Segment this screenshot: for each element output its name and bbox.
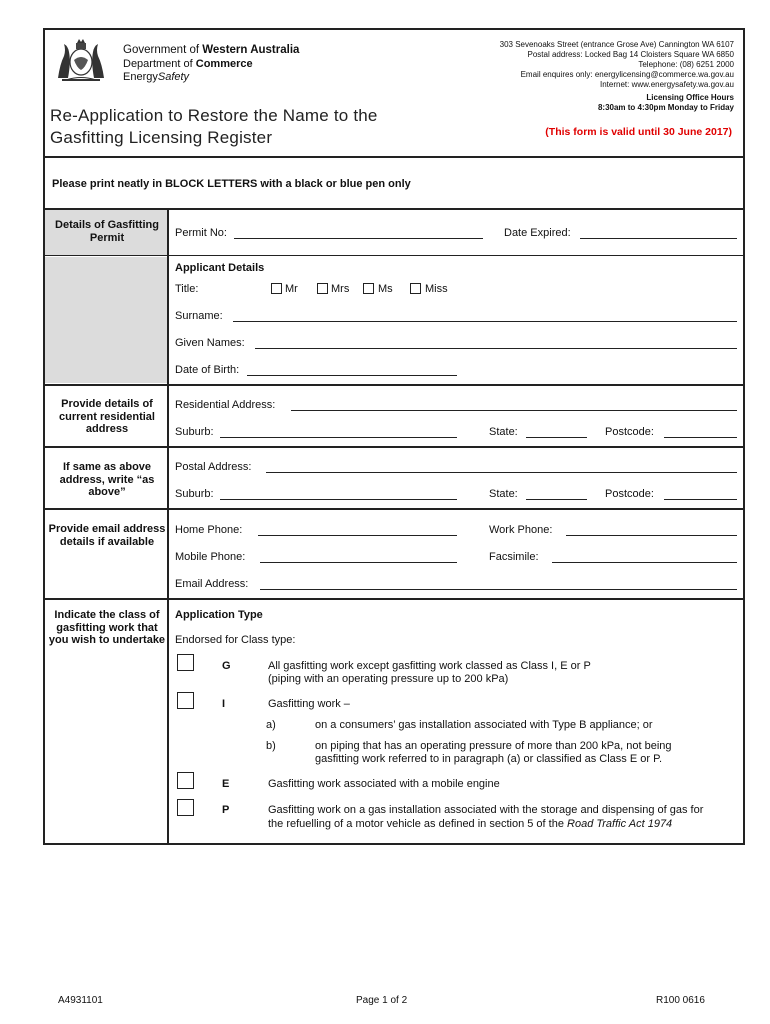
residential-address-label: Residential Address: bbox=[175, 399, 276, 411]
class-i-sub-b-text: on piping that has an operating pressure of more than 200 kPa, not being bbox=[315, 740, 672, 752]
residential-state-label: State: bbox=[489, 426, 518, 438]
given-names-label: Given Names: bbox=[175, 337, 245, 349]
class-g-description-note: (piping with an operating pressure up to 200 kPa) bbox=[268, 673, 509, 685]
residential-suburb-field[interactable] bbox=[220, 437, 457, 438]
government-name: Government of Western Australia bbox=[123, 44, 300, 56]
postal-address-field[interactable] bbox=[266, 472, 737, 473]
title-mrs-label: Mrs bbox=[331, 283, 350, 295]
date-expired-label: Date Expired: bbox=[504, 227, 571, 239]
instruction-text: Please print neatly in BLOCK LETTERS with a black or blue pen only bbox=[52, 178, 411, 190]
header-divider bbox=[43, 156, 745, 158]
residential-suburb-label: Suburb: bbox=[175, 426, 214, 438]
permit-divider bbox=[43, 255, 745, 256]
permit-no-label: Permit No: bbox=[175, 227, 227, 239]
department-name: Department of Commerce bbox=[123, 58, 253, 70]
contact-divider bbox=[43, 598, 745, 600]
postal-state-label: State: bbox=[489, 488, 518, 500]
wa-crest-logo bbox=[52, 34, 110, 84]
dob-field[interactable] bbox=[247, 375, 457, 376]
class-g-checkbox[interactable] bbox=[177, 654, 194, 671]
document-code: A4931101 bbox=[58, 995, 103, 1006]
postal-section-label: If same as above address, write “as above” bbox=[59, 461, 155, 498]
residential-section-label: Provide details of current residential address bbox=[59, 398, 155, 435]
postal-address: Postal address: Locked Bag 14 Cloisters Square WA 6850 bbox=[527, 50, 734, 59]
class-i-sub-a-marker: a) bbox=[266, 719, 276, 731]
residential-postcode-field[interactable] bbox=[664, 437, 737, 438]
form-title-line1: Re-Application to Restore the Name to the bbox=[50, 106, 378, 125]
class-i-checkbox[interactable] bbox=[177, 692, 194, 709]
office-hours-title: Licensing Office Hours bbox=[646, 93, 734, 102]
office-telephone: Telephone: (08) 6251 2000 bbox=[638, 60, 734, 69]
facsimile-label: Facsimile: bbox=[489, 551, 539, 563]
residential-address-field[interactable] bbox=[291, 410, 737, 411]
postal-divider bbox=[43, 508, 745, 510]
applicant-heading: Applicant Details bbox=[175, 262, 265, 274]
surname-label: Surname: bbox=[175, 310, 223, 322]
application-section-label: Indicate the class of gasfitting work that you wish to undertake bbox=[48, 609, 166, 646]
form-title-line2: Gasfitting Licensing Register bbox=[50, 128, 273, 147]
class-e-checkbox[interactable] bbox=[177, 772, 194, 789]
email-field[interactable] bbox=[260, 589, 737, 590]
class-g-description: All gasfitting work except gasfitting work classed as Class I, E or P bbox=[268, 660, 591, 672]
class-i-sub-b-text-cont: gasfitting work referred to in paragraph (a) or classified as Class E or P. bbox=[315, 753, 663, 765]
surname-field[interactable] bbox=[233, 321, 737, 322]
class-p-description-cont: the refuelling of a motor vehicle as defined in section 5 of the Road Traffic Act 1974 bbox=[268, 818, 673, 830]
office-email: Email enquires only: energylicensing@commerce.wa.gov.au bbox=[520, 70, 734, 79]
postal-suburb-field[interactable] bbox=[220, 499, 457, 500]
residential-postcode-label: Postcode: bbox=[605, 426, 654, 438]
mobile-phone-label: Mobile Phone: bbox=[175, 551, 246, 563]
residential-divider bbox=[43, 446, 745, 448]
date-expired-field[interactable] bbox=[580, 238, 737, 239]
contact-section-label: Provide email address details if available bbox=[48, 523, 166, 548]
revision-code: R100 0616 bbox=[656, 995, 705, 1006]
title-ms-checkbox[interactable] bbox=[363, 283, 374, 294]
office-hours: 8:30am to 4:30pm Monday to Friday bbox=[597, 103, 734, 112]
title-mr-label: Mr bbox=[285, 283, 298, 295]
class-e-code: E bbox=[222, 778, 230, 790]
class-p-code: P bbox=[222, 804, 230, 816]
permit-no-field[interactable] bbox=[234, 238, 483, 239]
class-i-code: I bbox=[222, 698, 226, 710]
dob-label: Date of Birth: bbox=[175, 364, 240, 376]
applicant-label-cell bbox=[45, 257, 168, 383]
class-i-description: Gasfitting work – bbox=[268, 698, 350, 710]
title-ms-label: Ms bbox=[378, 283, 393, 295]
page-number: Page 1 of 2 bbox=[356, 995, 408, 1006]
work-phone-label: Work Phone: bbox=[489, 524, 553, 536]
postal-postcode-label: Postcode: bbox=[605, 488, 654, 500]
permit-section-label: Details of Gasfitting Permit bbox=[55, 219, 159, 244]
work-phone-field[interactable] bbox=[566, 535, 737, 536]
postal-postcode-field[interactable] bbox=[664, 499, 737, 500]
application-type-heading: Application Type bbox=[175, 609, 263, 621]
title-miss-label: Miss bbox=[425, 283, 448, 295]
home-phone-label: Home Phone: bbox=[175, 524, 243, 536]
class-g-code: G bbox=[222, 660, 231, 672]
class-i-sub-b-marker: b) bbox=[266, 740, 276, 752]
home-phone-field[interactable] bbox=[258, 535, 457, 536]
class-p-checkbox[interactable] bbox=[177, 799, 194, 816]
title-miss-checkbox[interactable] bbox=[410, 283, 421, 294]
postal-state-field[interactable] bbox=[526, 499, 587, 500]
office-website: Internet: www.energysafety.wa.gov.au bbox=[600, 80, 734, 89]
office-address: 303 Sevenoaks Street (entrance Grose Ave) Cannington WA 6107 bbox=[499, 40, 734, 49]
endorsed-class-label: Endorsed for Class type: bbox=[175, 634, 296, 646]
title-mrs-checkbox[interactable] bbox=[317, 283, 328, 294]
title-label: Title: bbox=[175, 283, 199, 295]
postal-address-label: Postal Address: bbox=[175, 461, 252, 473]
postal-suburb-label: Suburb: bbox=[175, 488, 214, 500]
title-mr-checkbox[interactable] bbox=[271, 283, 282, 294]
given-names-field[interactable] bbox=[255, 348, 737, 349]
class-e-description: Gasfitting work associated with a mobile engine bbox=[268, 778, 500, 790]
applicant-divider bbox=[43, 384, 745, 386]
facsimile-field[interactable] bbox=[552, 562, 737, 563]
email-label: Email Address: bbox=[175, 578, 249, 590]
form-validity-notice: (This form is valid until 30 June 2017) bbox=[545, 126, 732, 138]
residential-state-field[interactable] bbox=[526, 437, 587, 438]
class-i-sub-a-text: on a consumers’ gas installation associated with Type B appliance; or bbox=[315, 719, 653, 731]
label-column-divider bbox=[167, 210, 169, 844]
class-p-description: Gasfitting work on a gas installation associated with the storage and dispensing of gas for bbox=[268, 804, 704, 816]
energysafety-name: EnergySafety bbox=[123, 71, 190, 83]
mobile-phone-field[interactable] bbox=[260, 562, 457, 563]
